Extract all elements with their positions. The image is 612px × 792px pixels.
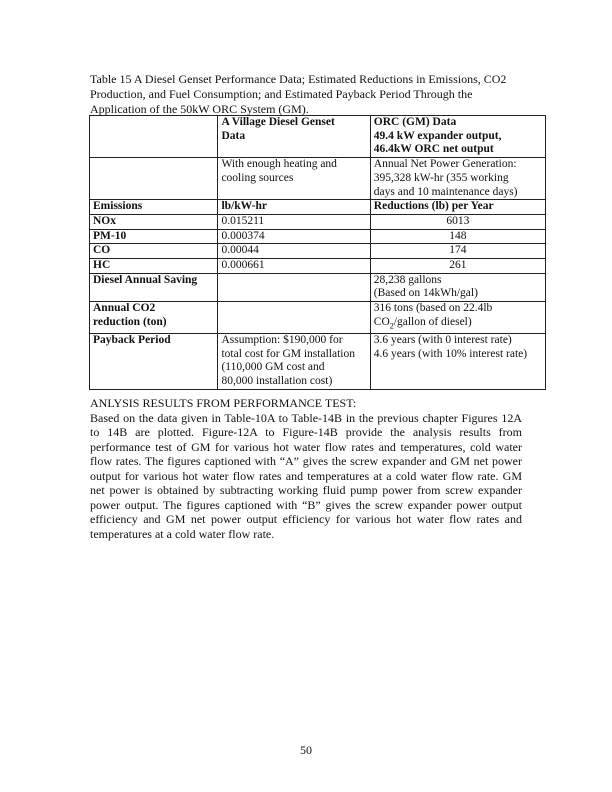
caption-line: Table 15 A Diesel Genset Performance Data; Estimated Reductions in Emissions, CO2 <box>90 72 507 86</box>
reductions-label: Reductions (lb) per Year <box>370 200 545 215</box>
units-label: lb/kW-hr <box>218 200 370 215</box>
emission-name: NOx <box>90 214 218 229</box>
table-header-orc: ORC (GM) Data 49.4 kW expander output, 46.4kW ORC net output <box>370 116 545 158</box>
results-section <box>90 396 522 541</box>
table-cell-empty <box>218 302 370 334</box>
emission-name: CO <box>90 244 218 259</box>
diesel-saving-row <box>90 273 546 301</box>
table-units-row <box>90 200 546 215</box>
table-row <box>90 259 546 274</box>
emission-rate: 0.015211 <box>218 214 370 229</box>
diesel-saving-label: Diesel Annual Saving <box>90 273 218 301</box>
section-heading: ANLYSIS RESULTS FROM PERFORMANCE TEST: <box>90 396 357 410</box>
emission-reduction: 6013 <box>370 214 545 229</box>
emissions-label: Emissions <box>90 200 218 215</box>
co2-label: Annual CO2 reduction (ton) <box>90 302 218 334</box>
emission-name: HC <box>90 259 218 274</box>
emission-name: PM-10 <box>90 229 218 244</box>
conditions-orc: Annual Net Power Generation: 395,328 kW-hr (355 working days and 10 maintenance days) <box>370 158 545 200</box>
table-header-genset: A Village Diesel Genset Data <box>218 116 370 158</box>
payback-label: Payback Period <box>90 333 218 389</box>
co2-value: 316 tons (based on 22.4lb $CO_2$/gallon of diesel) <box>370 302 545 334</box>
table-header-row <box>90 116 546 158</box>
table-cell-empty <box>90 158 218 200</box>
table-conditions-row <box>90 158 546 200</box>
emission-rate: 0.000374 <box>218 229 370 244</box>
section-paragraph: Based on the data given in Table-10A to Table-14B in the previous chapter Figures 12A to 14B are plotted. Figure-12A to Figure-14B provide the analysis results from performance test of GM for various hot water flow rates and temperatures, cold water flow rates. The figures captioned with “A” gives the screw expander and GM net power output for various hot water flow rates and temperatures at a cold water flow rate. GM net power is obtained by subtracting working fluid pump power from screw expander power output. The figures captioned with “B” gives the screw expander power output efficiency and GM net power output efficiency for various hot water flow rates and temperatures at a cold water flow rate. <box>90 410 522 541</box>
payback-row <box>90 333 546 389</box>
caption-line: Application of the 50kW ORC System (GM). <box>90 102 309 116</box>
payback-assumption: Assumption: $190,000 for total cost for GM installation (110,000 GM cost and 80,000 installation cost) <box>218 333 370 389</box>
table-caption <box>90 72 530 117</box>
diesel-saving-value: 28,238 gallons (Based on 14kWh/gal) <box>370 273 545 301</box>
co2-row <box>90 302 546 334</box>
table-row <box>90 229 546 244</box>
emission-reduction: 148 <box>370 229 545 244</box>
payback-result: 3.6 years (with 0 interest rate) 4.6 years (with 10% interest rate) <box>370 333 545 389</box>
conditions-genset: With enough heating and cooling sources <box>218 158 370 200</box>
emission-reduction: 261 <box>370 259 545 274</box>
emission-rate: 0.000661 <box>218 259 370 274</box>
table-cell-empty <box>90 116 218 158</box>
diesel-genset-table <box>89 115 546 390</box>
table-cell-empty <box>218 273 370 301</box>
table-row <box>90 244 546 259</box>
caption-line: Production, and Fuel Consumption; and Estimated Payback Period Through the <box>90 87 473 101</box>
emission-rate: 0.00044 <box>218 244 370 259</box>
emission-reduction: 174 <box>370 244 545 259</box>
page-number: 50 <box>300 743 312 757</box>
table-row <box>90 214 546 229</box>
